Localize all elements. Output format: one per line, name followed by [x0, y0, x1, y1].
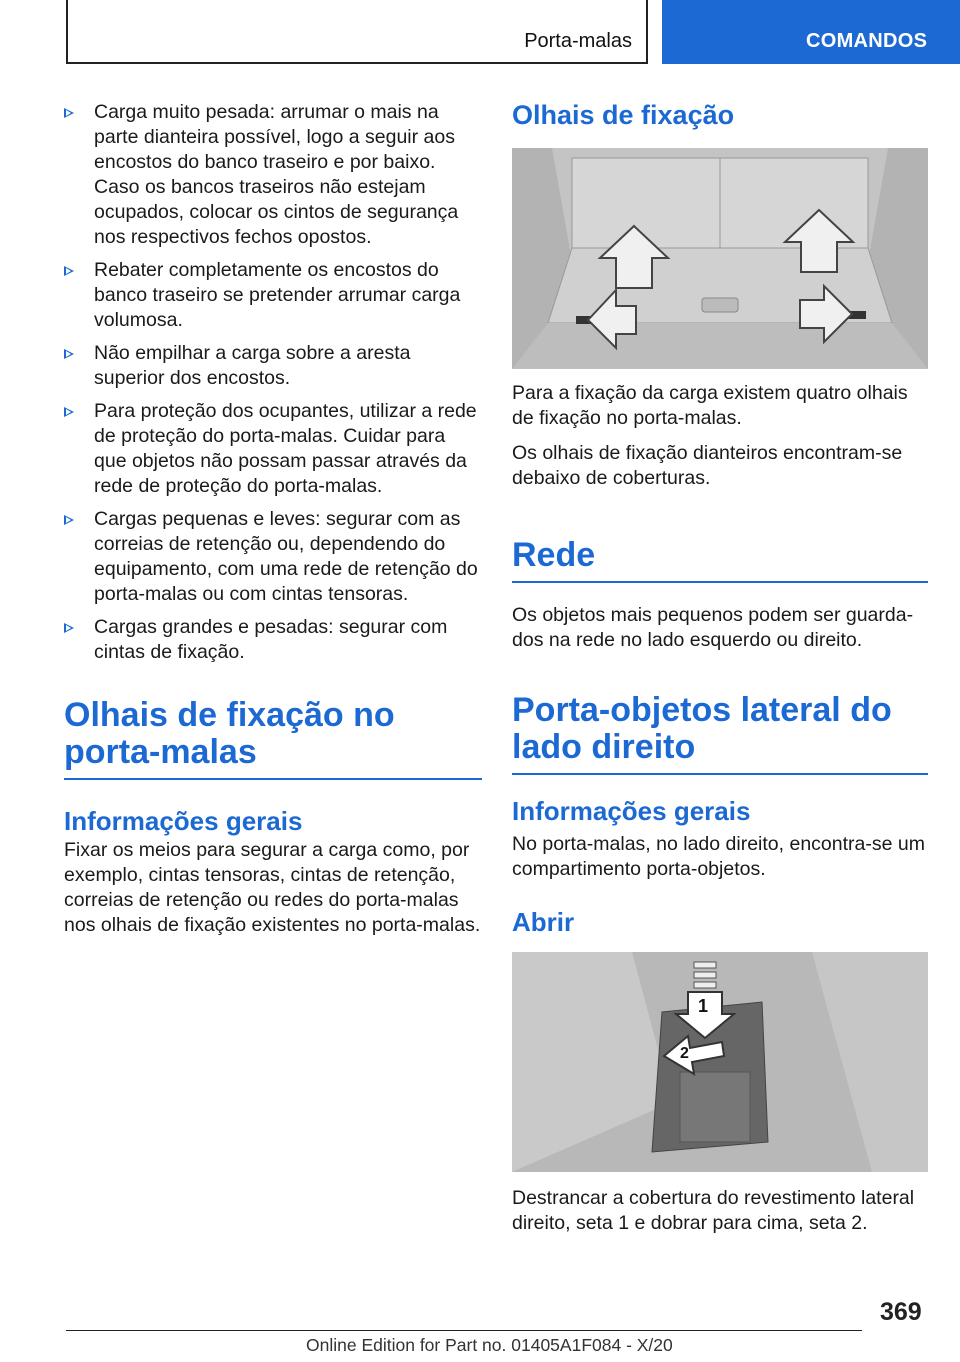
paragraph-olhais-1: Para a fixação da carga existem quatro olhais de fixação no porta-malas.: [512, 382, 908, 429]
arrow-2-label: 2: [680, 1045, 689, 1062]
list-item: Cargas grandes e pesadas: segurar com cintas de fixação.: [64, 615, 482, 665]
bullet-triangle-icon: [64, 515, 74, 525]
list-item: Carga muito pesada: arrumar o mais na parte dianteira possível, logo a seguir aos encostos do banco traseiro e por baixo. Caso os bancos traseiros não estejam ocupados, colocar os cintos de segurança nos respectivos fechos opostos.: [64, 100, 482, 250]
list-item: Cargas pequenas e leves: segurar com as correias de retenção ou, dependendo do equipamento, com uma rede de retenção do porta-malas ou com cintas tensoras.: [64, 507, 482, 607]
bullet-triangle-icon: [64, 623, 74, 633]
list-item: Para proteção dos ocupantes, utilizar a rede de proteção do porta-malas. Cuidar para que objetos não possam passar através da rede de proteção do porta-malas.: [64, 399, 482, 499]
bullet-triangle-icon: [64, 266, 74, 276]
paragraph-abrir: Destrancar a cobertura do revestimento lateral direito, seta 1 e dobrar para cima, seta 2.: [512, 1187, 915, 1234]
figure-lashing-eyes: [512, 148, 928, 369]
loading-tips-list: [64, 100, 482, 665]
arrow-1-label: 1: [698, 996, 709, 1016]
paragraph-rede: Os objetos mais pequenos podem ser guardados na rede no lado esquerdo ou direito.: [512, 604, 914, 651]
luggage-compartment-illustration: [512, 148, 928, 369]
subheading-informacoes-gerais-right: Informações gerais: [512, 796, 751, 826]
bullet-triangle-icon: [64, 108, 74, 118]
subheading-abrir: Abrir: [512, 907, 575, 937]
right-column: [512, 100, 930, 130]
header-chapter-box: [662, 0, 960, 64]
bullet-triangle-icon: [64, 349, 74, 359]
paragraph-informacoes-right: No porta-malas, no lado direito, encontra-se um compartimento porta-objetos.: [512, 833, 925, 880]
heading-olhais-fixacao: Olhais de fixação: [512, 100, 735, 130]
footer-divider: [66, 1330, 862, 1331]
paragraph-olhais-2: Os olhais de fixação dianteiros encontram-se debaixo de coberturas.: [512, 442, 903, 489]
paragraph-informacoes-gerais: Fixar os meios para segurar a carga como, por exemplo, cintas tensoras, cintas de retenção, correias de retenção ou redes do porta-malas nos olhais de fixação existentes no porta-malas.: [64, 839, 481, 936]
header-section-box: [66, 0, 648, 64]
page-number: 369: [880, 1298, 922, 1326]
section-heading-porta-objetos: Porta-objetos lateral do lado direito: [512, 692, 928, 775]
subheading-informacoes-gerais: Informações gerais: [64, 806, 303, 836]
bullet-triangle-icon: [64, 407, 74, 417]
section-heading-rede: Rede: [512, 537, 928, 583]
figure-side-compartment: [512, 952, 928, 1172]
header-chapter-title: COMANDOS: [806, 30, 928, 52]
list-item: Não empilhar a carga sobre a aresta superior dos encostos.: [64, 341, 482, 391]
section-heading-olhais-porta-malas: Olhais de fixação no porta-malas: [64, 697, 482, 780]
list-item: Rebater completamente os encostos do banco traseiro se pretender arrumar carga volumosa.: [64, 258, 482, 333]
header-section-title: Porta-malas: [524, 30, 632, 52]
footer-edition-text: Online Edition for Part no. 01405A1F084 - X/20: [306, 1335, 673, 1355]
left-column: [64, 100, 482, 938]
